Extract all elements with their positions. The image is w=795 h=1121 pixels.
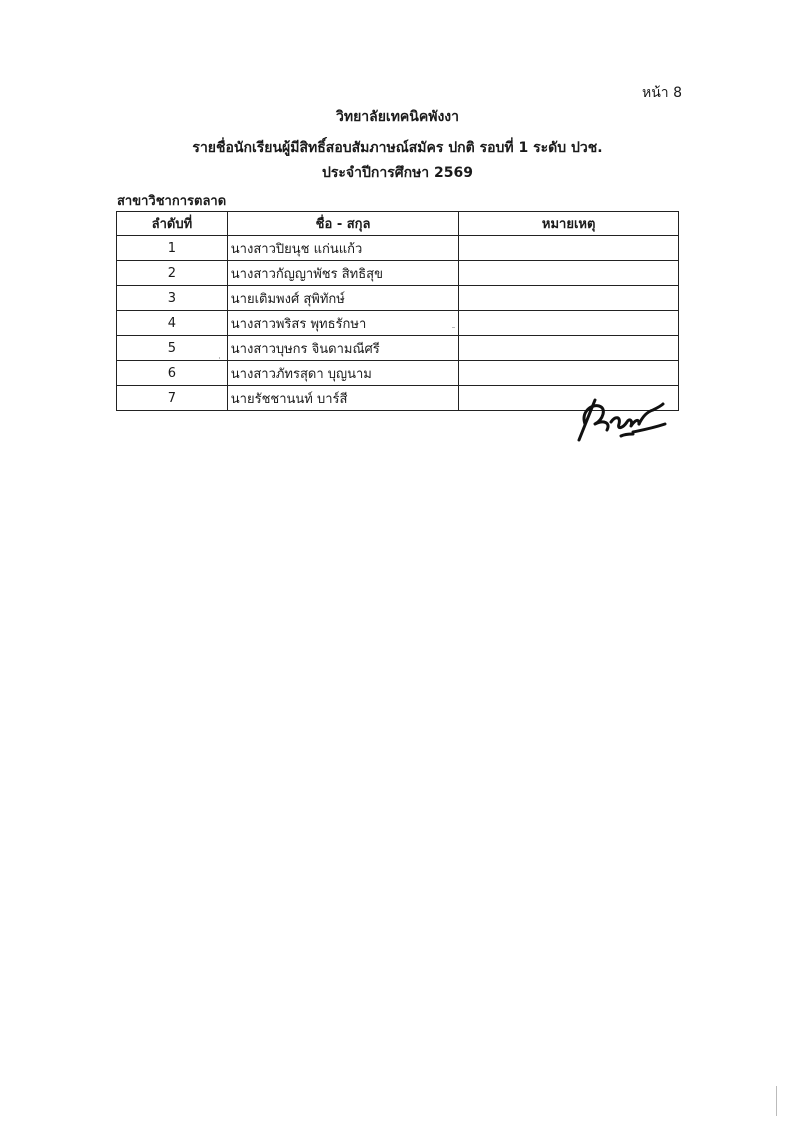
- student-name: นายรัชชานนท์ บาร์สี: [227, 386, 459, 411]
- scan-artifact: [219, 357, 220, 359]
- row-note: [459, 261, 679, 286]
- document-title: รายชื่อนักเรียนผู้มีสิทธิ์สอบสัมภาษณ์สมัคร ปกติ รอบที่ 1 ระดับ ปวช.: [192, 140, 603, 156]
- table-row: [117, 361, 679, 386]
- signature-mark: [573, 394, 668, 444]
- student-name: นางสาวบุษกร จินดามณีศรี: [227, 336, 459, 361]
- page-number: หน้า 8: [641, 85, 682, 101]
- row-number: 3: [117, 286, 228, 311]
- table-header-row: [117, 212, 679, 236]
- table-row: [117, 261, 679, 286]
- row-number: 6: [117, 361, 228, 386]
- table-row: [117, 336, 679, 361]
- row-note: [459, 311, 679, 336]
- column-header-note: หมายเหตุ: [459, 212, 679, 236]
- department-label: สาขาวิชาการตลาด: [117, 194, 227, 209]
- table-row: [117, 236, 679, 261]
- row-number: 1: [117, 236, 228, 261]
- table-row: [117, 286, 679, 311]
- column-header-name: ชื่อ - สกุล: [227, 212, 459, 236]
- student-name: นางสาวภัทรสุดา บุญนาม: [227, 361, 459, 386]
- row-note: [459, 236, 679, 261]
- scan-artifact: [452, 327, 455, 328]
- row-note: [459, 286, 679, 311]
- row-number: 4: [117, 311, 228, 336]
- row-number: 2: [117, 261, 228, 286]
- student-name: นางสาวกัญญาพัชร สิทธิสุข: [227, 261, 459, 286]
- scan-artifact: [776, 1086, 777, 1116]
- student-name: นายเติมพงศ์ สุพิทักษ์: [227, 286, 459, 311]
- row-note: [459, 336, 679, 361]
- table-row: [117, 311, 679, 336]
- row-number: 5: [117, 336, 228, 361]
- row-note: [459, 361, 679, 386]
- student-name: นางสาวปิยนุช แก่นแก้ว: [227, 236, 459, 261]
- column-header-number: ลำดับที่: [117, 212, 228, 236]
- row-number: 7: [117, 386, 228, 411]
- academic-year: ประจำปีการศึกษา 2569: [321, 165, 474, 181]
- student-name: นางสาวพริสร พุทธรักษา: [227, 311, 459, 336]
- student-list-table: [116, 211, 679, 411]
- institution-name: วิทยาลัยเทคนิคพังงา: [335, 109, 459, 125]
